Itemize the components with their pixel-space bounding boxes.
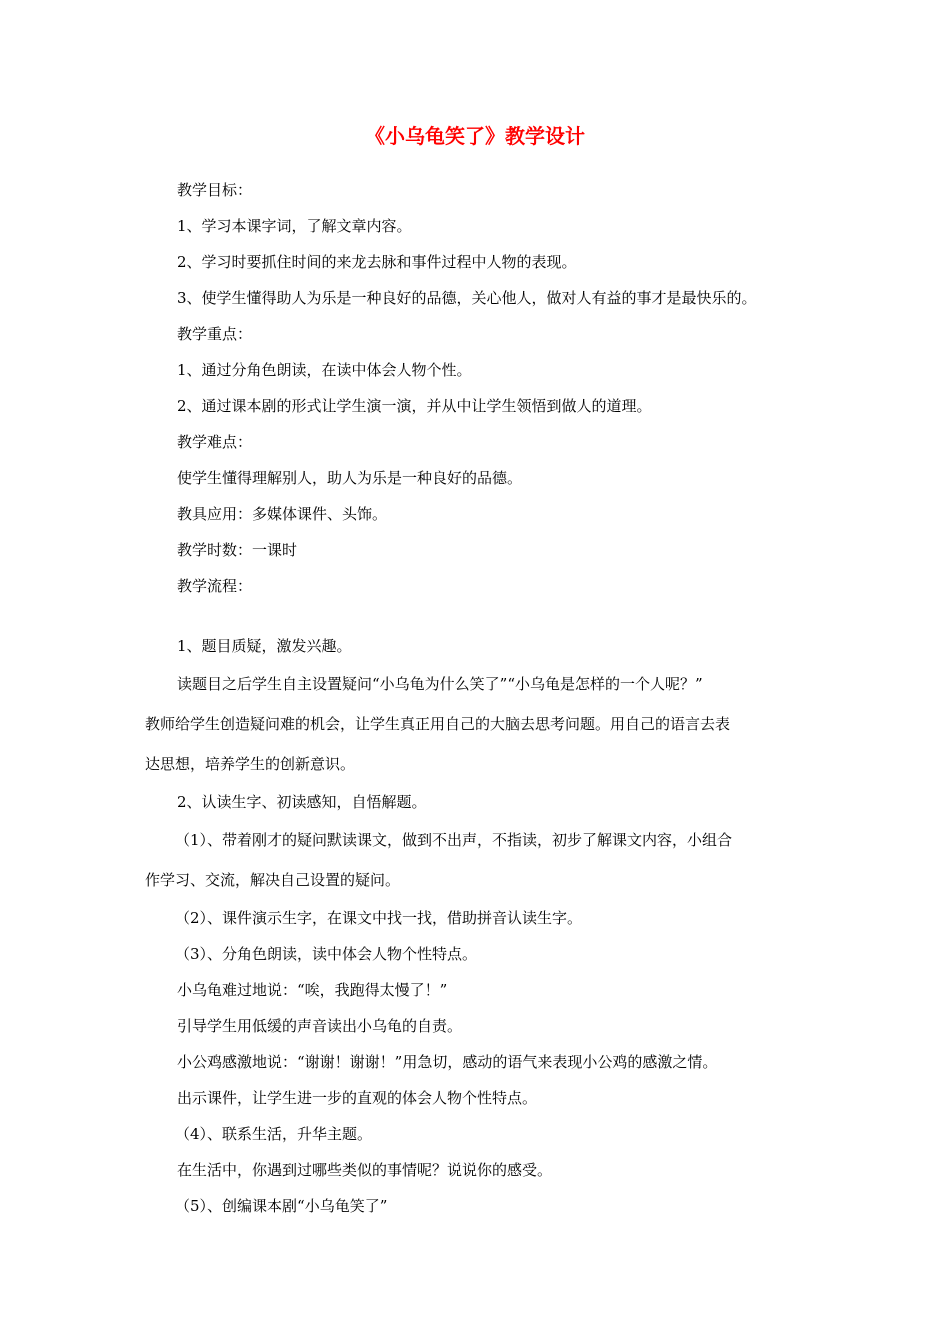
- paragraph-line: 教师给学生创造疑问难的机会，让学生真正用自己的大脑去思考问题。用自己的语言去表: [145, 715, 731, 733]
- paragraph-line: 读题目之后学生自主设置疑问“小乌龟为什么笑了”“小乌龟是怎样的一个人呢？”: [177, 675, 703, 693]
- quote-line: 小乌龟难过地说：“唉，我跑得太慢了！”: [177, 981, 448, 999]
- step2-sub4: （4）、联系生活，升华主题。: [175, 1125, 373, 1143]
- difficulty-text: 使学生懂得理解别人，助人为乐是一种良好的品德。: [177, 469, 523, 487]
- sub4-text: 在生活中，你遇到过哪些类似的事情呢？说说你的感受。: [177, 1161, 553, 1179]
- key-point-item: 2、通过课本剧的形式让学生演一演，并从中让学生领悟到做人的道理。: [177, 397, 652, 415]
- key-point-item: 1、通过分角色朗读，在读中体会人物个性。: [177, 361, 472, 379]
- objective-item: 1、学习本课字词，了解文章内容。: [177, 217, 412, 235]
- objective-item: 2、学习时要抓住时间的来龙去脉和事件过程中人物的表现。: [177, 253, 577, 271]
- section-gap: [145, 604, 815, 628]
- hours-line: 教学时数：一课时: [177, 541, 298, 559]
- step1-title: 1、题目质疑，激发兴趣。: [177, 637, 352, 655]
- paragraph-line: （1）、带着刚才的疑问默读课文，做到不出声，不指读，初步了解课文内容，小组合: [175, 831, 733, 849]
- document-title: 《小乌龟笑了》教学设计: [365, 124, 585, 148]
- difficulty-heading: 教学难点：: [177, 433, 253, 451]
- step2-sub1: [145, 820, 815, 900]
- tools-line: 教具应用：多媒体课件、头饰。: [177, 505, 388, 523]
- document-body: [145, 172, 815, 1224]
- paragraph-line: 达思想，培养学生的创新意识。: [145, 755, 356, 773]
- quote-line: 小公鸡感激地说：“谢谢！谢谢！”用急切，感动的语气来表现小公鸡的感激之情。: [177, 1053, 718, 1071]
- step1-paragraph: [145, 664, 815, 784]
- objectives-heading: 教学目标：: [177, 181, 253, 199]
- step2-sub5: （5）、创编课本剧“小乌龟笑了”: [175, 1197, 388, 1215]
- key-points-heading: 教学重点：: [177, 325, 253, 343]
- objective-item: 3、使学生懂得助人为乐是一种良好的品德，关心他人，做对人有益的事才是最快乐的。: [177, 289, 757, 307]
- guide-line: 引导学生用低缓的声音读出小乌龟的自责。: [177, 1017, 463, 1035]
- step2-sub3: （3）、分角色朗读，读中体会人物个性特点。: [175, 945, 478, 963]
- process-heading: 教学流程：: [177, 577, 253, 595]
- paragraph-line: 作学习、交流，解决自己设置的疑问。: [145, 871, 401, 889]
- guide-line: 出示课件，让学生进一步的直观的体会人物个性特点。: [177, 1089, 538, 1107]
- step2-sub2: （2）、课件演示生字，在课文中找一找，借助拼音认读生字。: [175, 909, 583, 927]
- step2-title: 2、认读生字、初读感知，自悟解题。: [177, 793, 427, 811]
